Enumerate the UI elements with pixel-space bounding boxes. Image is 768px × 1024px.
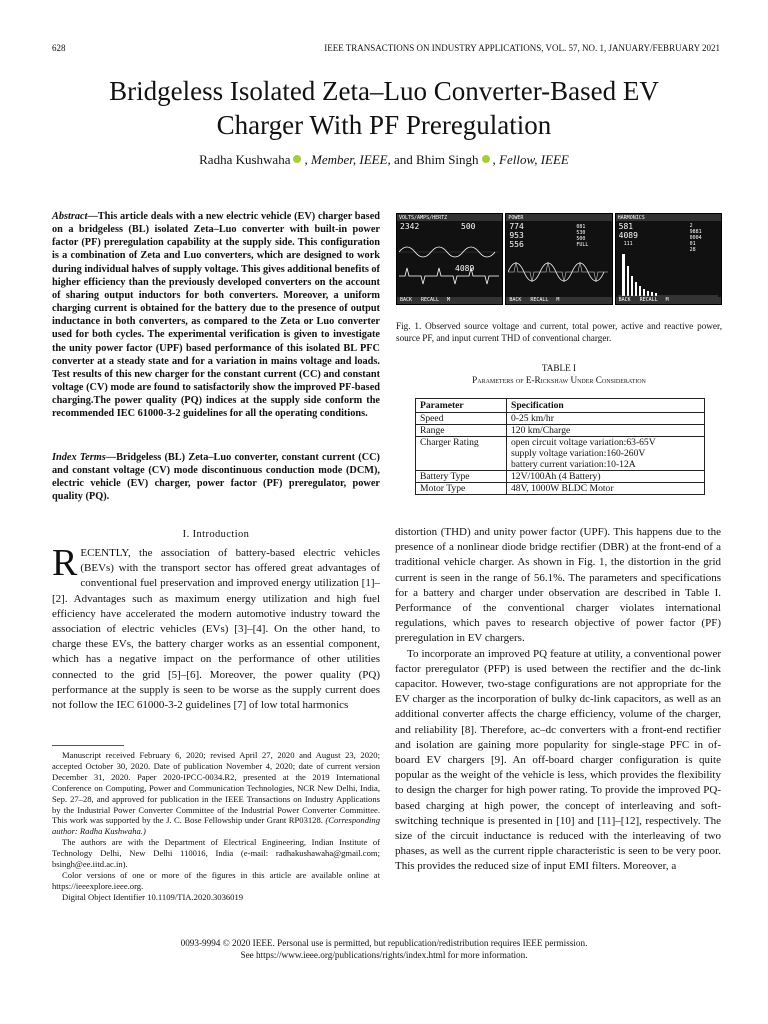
footnote — [52, 750, 380, 903]
table-row — [416, 413, 705, 425]
harmonic-spectrum-plot — [618, 250, 718, 300]
panel-reading: 9881 — [689, 229, 702, 235]
table-cell: 0-25 km/hr — [507, 413, 705, 425]
table-cell-line: battery current variation:10-12A — [511, 459, 636, 470]
table-cell-line: supply voltage variation:160-260V — [511, 448, 646, 459]
table-header-cell: Specification — [507, 399, 705, 413]
figure-1-caption: Fig. 1. Observed source voltage and current, total power, active and reactive power, source PF, and input current THD of conventional charger. — [396, 321, 722, 343]
copyright-line: 0093-9994 © 2020 IEEE. Personal use is permitted, but republication/redistribution requires IEEE permission. — [180, 938, 588, 948]
footnote-color: Color versions of one or more of the figures in this article are available online at https://ieeexplore.ieee.org. — [52, 869, 380, 891]
table-cell: Motor Type — [416, 483, 507, 495]
table-header-cell: Parameter — [416, 399, 507, 413]
page-number: 628 — [52, 43, 66, 53]
intro-paragraph: ECENTLY, the association of battery-based electric vehicles (BEVs) with the transport sector has offered great advantages of conventional fuel preservation and improved energy utilization [1]–[2]. Advantages such as maximum energy utilization and high fuel efficiency have accelerated the modern automotive industry toward the association of electric vehicles (EVs) [3]–[4]. On the other hand, to charge these EVs, the battery charger works as an essential component, which has a negative impact on the performance of other utilities connected to the grid [5]–[6]. Moreover, the power quality (PQ) performance at the supply is seen to be worse as the supply current does not follow the IEC 61000-3-2 guidelines [7] of low total harmonics — [52, 547, 380, 712]
scope-panel-power — [505, 213, 612, 305]
panel-reading: 953 — [509, 231, 524, 240]
footnote-affiliation: The authors are with the Department of Electrical Engineering, Indian Institute of Technology Delhi, New Delhi 110016, India (e-mail: radhakushawaha@gmail.com; bsingh@ee.iitd.ac.in). — [52, 837, 380, 870]
figure-1 — [396, 213, 722, 305]
author-conjunction: and — [390, 152, 417, 167]
panel-reading: 500 — [576, 236, 586, 242]
author-line — [0, 152, 768, 168]
footnote-manuscript: Manuscript received February 6, 2020; revised April 27, 2020 and August 23, 2020; accepted October 30, 2020. Date of publication November 4, 2020; date of current version December 31, 2020. Paper 2020-IPCC-0034.R2, presented at the 2019 International Conference on Computing, Power and Communication Technologies, NCR New Delhi, India, Sep. 27–28, and approved for publication in the IEEE Transactions on Industry Applications by the Industrial Power Converter Committee of the Industrial Power Converter Committee. This work was supported by the J. C. Bose Fellowship under Grant RP03128. — [52, 750, 380, 826]
table-1-title — [396, 362, 722, 386]
panel-header: HARMONICS — [617, 215, 645, 221]
abstract-label: Abstract — [52, 211, 88, 222]
spec-table — [415, 398, 705, 495]
panel-reading: 581 — [618, 222, 634, 231]
panel-reading: FULL — [576, 242, 589, 248]
scope-panel-voltage — [396, 213, 503, 305]
orcid-icon[interactable] — [293, 155, 301, 163]
panel-reading: 2 — [689, 223, 693, 229]
author-2-role: , Fellow, IEEE — [492, 152, 569, 167]
panel-reading: 081 — [576, 224, 586, 230]
footnote-divider — [52, 745, 124, 746]
panel-reading: 28 — [689, 247, 696, 253]
table-cell: 12V/100Ah (4 Battery) — [507, 471, 705, 483]
softkey-recall: RECALL — [530, 297, 549, 303]
waveform-plot — [508, 250, 608, 300]
orcid-icon[interactable] — [482, 155, 490, 163]
table-row — [416, 471, 705, 483]
panel-reading: 4089 — [618, 231, 638, 240]
table-cell: 120 km/Charge — [507, 425, 705, 437]
index-terms — [52, 451, 380, 504]
panel-reading: 500 — [461, 222, 476, 231]
softkey-m: M — [447, 297, 451, 303]
panel-reading: 556 — [509, 240, 524, 249]
body-paragraph: distortion (THD) and unity power factor (UPF). This happens due to the presence of a nonlinear diode bridge rectifier (DBR) at the front-end of a traditional vehicle charger. As shown in Fig. 1, the distortion in the grid current is seen in the range of 56.1%. The parameters and specifications for a battery and charger under observation are described in Table I. Performance of the conventional charger violates international regulations, which paves to research objective of power factor (PF) preregulation in EV chargers. — [395, 526, 721, 645]
rights-link[interactable]: See https://www.ieee.org/publications/rights/index.html for more information. — [240, 949, 528, 960]
title-line-2: Charger With PF Preregulation — [216, 110, 552, 140]
body-column-1 — [52, 542, 380, 713]
paper-title — [0, 74, 768, 142]
panel-reading: 0004 — [689, 235, 702, 241]
author-1: Radha Kushwaha — [199, 152, 291, 167]
softkey-back: BACK — [400, 297, 413, 303]
panel-reading: 111 — [623, 241, 633, 247]
table-label: TABLE I — [541, 363, 577, 373]
table-row — [416, 425, 705, 437]
softkey-recall: RECALL — [639, 297, 658, 303]
abstract — [52, 210, 380, 421]
table-cell-line: open circuit voltage variation:63-65V — [511, 437, 656, 448]
softkey-m: M — [665, 297, 669, 303]
table-cell: Range — [416, 425, 507, 437]
abstract-text: —This article deals with a new electric vehicle (EV) charger based on a bridgeless (BL) isolated Zeta–Luo converter with built-in power factor (PF) preregulation capability at the supply side. This configuration is a combination of Zeta and Luo converters, which are designed to work during individual halves of supply voltage. This gives additional benefits of higher efficiency than the previously developed converters on the account of sharing output inductors for both converters. Moreover, a uniform charging current is obtained for the battery due to the presence of output inductance in both converters, as compared to the Zeta or Luo converter used for both cycles. The experimental verification is given to investigate the unity power factor (UPF) based performance of this isolated BL PFC converter at a steady state and for a variation in mains voltage and loads. Test results of this new charger for the constant current (CC) and constant voltage (CV) mode are found to satisfactorily show the improved PF-based charging.The power quality (PQ) indices at the supply side conform the recommended IEC 61000-3-2 guidelines for all the operating conditions. — [52, 211, 380, 420]
author-1-role: , Member, IEEE, — [304, 152, 391, 167]
body-paragraph: To incorporate an improved PQ feature at utility, a conventional power factor preregulator (PFP) is used between the rectifier and the dc-link capacitor. However, two-stage configurations are not appropriate for the EV charger as the incorporation of bulky dc-link capacitors, as well as an additional converter affects the charge efficiency, volume of the charger, and reliability [8]. Therefore, ac–dc converters with a front-end rectifier and isolation are gaining more popularity for single-stage PFC in of-board EV chargers [9]. An off-board charger configuration is quite popular as the weight of the vehicle is less, which provides the flexibility to design the charger for high power rating. To provide the improved PQ-based charging at high power, the concept of interleaving and soft-switching technique is presented in [10] and [11]–[12], respectively. The size of the circuit inductance is reduced with the interleaving of two phases, as well as the current ripple characteristic is seen to be very poor. This provides the reduced size of input EMI filters. Moreover, a — [395, 647, 721, 873]
scope-panel-harmonics — [615, 213, 722, 305]
panel-header: VOLTS/AMPS/HERTZ — [399, 215, 448, 221]
panel-reading: 4089 — [455, 264, 475, 273]
drop-cap: R — [52, 542, 78, 584]
panel-reading: 774 — [509, 222, 524, 231]
index-terms-text: —Bridgeless (BL) Zeta–Luo converter, constant current (CC) and constant voltage (CV) mode discontinuous conduction mode (DCM), electric vehicle (EV) charger, power factor (PF) preregulator, power quality (PQ). — [52, 452, 380, 503]
footnote-doi: Digital Object Identifier 10.1109/TIA.2020.3036019 — [62, 891, 244, 902]
title-line-1: Bridgeless Isolated Zeta–Luo Converter-Based EV — [109, 76, 659, 106]
table-cell: 48V, 1000W BLDC Motor — [507, 483, 705, 495]
index-terms-label: Index Terms — [52, 452, 106, 463]
table-cell — [507, 437, 705, 471]
softkey-m: M — [556, 297, 560, 303]
softkey-back: BACK — [618, 297, 631, 303]
section-heading: I. Introduction — [182, 529, 250, 540]
panel-header: POWER — [508, 215, 524, 221]
panel-reading: 01 — [689, 241, 696, 247]
copyright-notice — [0, 938, 768, 961]
table-cell: Speed — [416, 413, 507, 425]
table-row — [416, 483, 705, 495]
table-row — [416, 437, 705, 471]
author-2: Bhim Singh — [416, 152, 479, 167]
table-cell: Charger Rating — [416, 437, 507, 471]
journal-header: IEEE TRANSACTIONS ON INDUSTRY APPLICATIONS, VOL. 57, NO. 1, JANUARY/FEBRUARY 2021 — [324, 43, 720, 53]
body-column-2 — [395, 525, 721, 875]
table-cell: Battery Type — [416, 471, 507, 483]
panel-reading: 2342 — [400, 222, 420, 231]
footnote-corresponding: (Corresponding author: Radha Kushwaha.) — [52, 815, 380, 837]
table-caption: Parameters of E-Rickshaw Under Consideration — [472, 375, 646, 385]
table-header-row — [416, 399, 705, 413]
softkey-back: BACK — [509, 297, 522, 303]
softkey-recall: RECALL — [421, 297, 440, 303]
panel-reading: 530 — [576, 230, 586, 236]
waveform-plot — [399, 240, 499, 290]
